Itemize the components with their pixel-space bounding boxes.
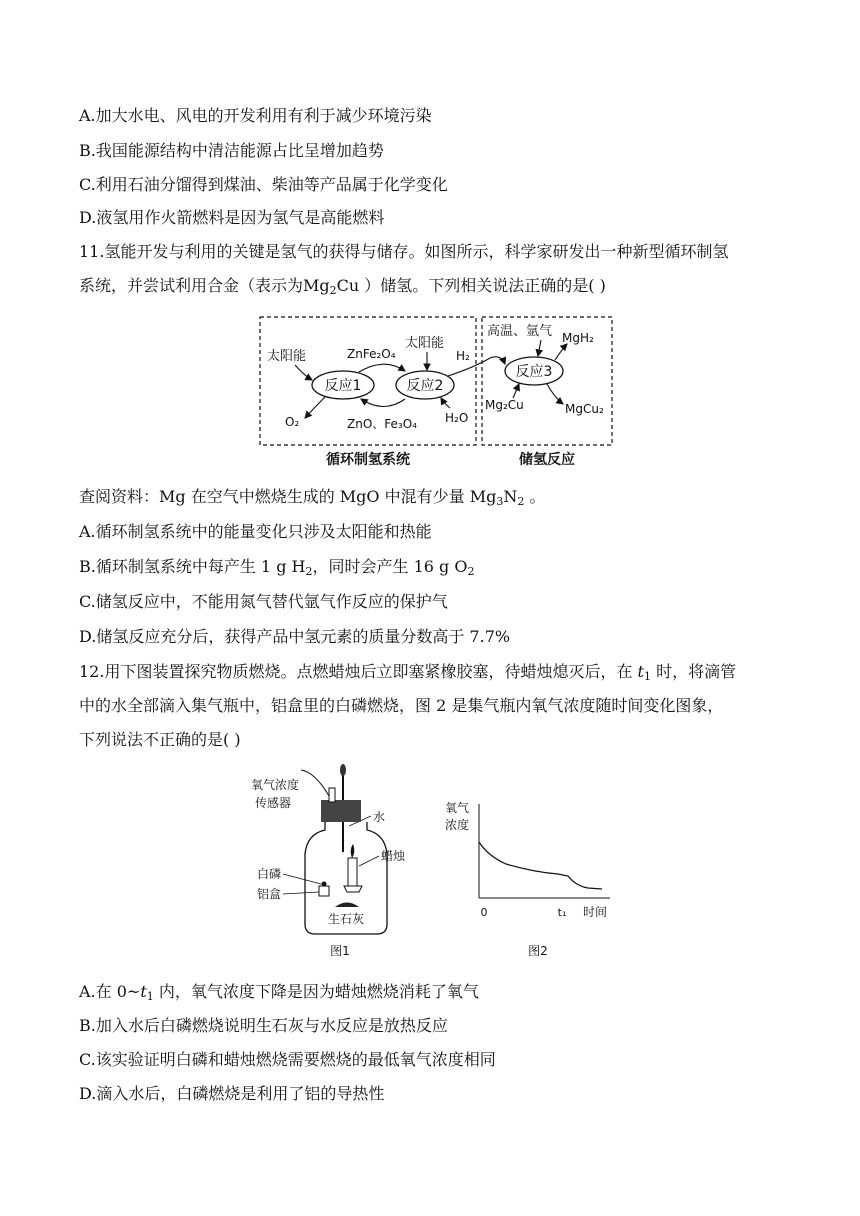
t1-label: t₁ bbox=[557, 906, 567, 919]
q10-option-b: B.我国能源结构中清洁能源占比呈增加趋势 bbox=[79, 141, 384, 160]
q12-option-c: C.该实验证明白磷和蜡烛燃烧需要燃烧的最低氧气浓度相同 bbox=[79, 1050, 496, 1069]
figure2-caption: 图2 bbox=[528, 944, 548, 958]
oxygen-concentration-graph bbox=[438, 798, 618, 963]
q11-stem-line2: 系统，并尝试利用合金（表示为$Mg_2Cu$ ）储氢。下列相关说法正确的是( ) bbox=[79, 276, 606, 297]
figure1-caption: 图1 bbox=[330, 944, 350, 958]
solar-energy-label-1: 太阳能 bbox=[267, 349, 307, 364]
reaction2-label: 反应2 bbox=[406, 378, 444, 394]
reaction1-label: 反应1 bbox=[324, 378, 362, 394]
white-phosphorus-label: 白磷 bbox=[257, 867, 282, 881]
q12-stem-line2: 中的水全部滴入集气瓶中，铝盒里的白磷燃烧，图 2 是集气瓶内氧气浓度随时间变化图象， bbox=[79, 696, 724, 715]
storage-reaction-caption: 储氢反应 bbox=[519, 452, 575, 468]
h2-label: H₂ bbox=[456, 349, 470, 363]
o2-label: O₂ bbox=[285, 415, 300, 429]
high-temp-argon-label: 高温、氩气 bbox=[487, 324, 553, 339]
mgcu2-label: MgCu₂ bbox=[565, 402, 604, 416]
reaction3-label: 反应3 bbox=[515, 364, 553, 380]
sensor-label-2: 传感器 bbox=[255, 796, 292, 810]
q11-option-c: C.储氢反应中，不能用氮气替代氩气作反应的保护气 bbox=[79, 592, 448, 611]
mgh2-label: MgH₂ bbox=[562, 331, 594, 345]
q11-option-d: D.储氢反应充分后，获得产品中氢元素的质量分数高于 7.7% bbox=[79, 627, 511, 646]
oxygen-curve bbox=[479, 842, 602, 889]
mg2cu-label: Mg₂Cu bbox=[485, 398, 524, 412]
candle-label: 蜡烛 bbox=[381, 849, 406, 863]
q10-option-d: D.液氢用作火箭燃料是因为氢气是高能燃料 bbox=[79, 208, 385, 227]
cycle-system-caption: 循环制氢系统 bbox=[326, 452, 410, 468]
h2o-label: H₂O bbox=[445, 411, 469, 425]
solar-energy-label-2: 太阳能 bbox=[405, 336, 445, 351]
x-axis-label: 时间 bbox=[582, 905, 608, 919]
quicklime-label: 生石灰 bbox=[328, 912, 365, 926]
q11-option-a: A.循环制氢系统中的能量变化只涉及太阳能和热能 bbox=[79, 522, 432, 541]
y-axis-label-2: 浓度 bbox=[445, 818, 470, 832]
combustion-apparatus-figure bbox=[245, 762, 425, 962]
water-label: 水 bbox=[373, 810, 386, 824]
zno-fe3o4-label: ZnO、Fe₃O₄ bbox=[347, 417, 417, 431]
q11-option-b: B.循环制氢系统中每产生 1 g $H_2$，同时会产生 16 g $O_2$ bbox=[79, 557, 475, 578]
q12-stem-line1: 12.用下图装置探究物质燃烧。点燃蜡烛后立即塞紧橡胶塞，待蜡烛熄灭后，在 $t_1$ 时，将滴管 bbox=[79, 662, 737, 683]
hydrogen-cycle-diagram bbox=[255, 312, 615, 472]
q12-option-a: A.在 $0\sim t_1$ 内，氧气浓度下降是因为蜡烛燃烧消耗了氧气 bbox=[79, 982, 479, 1003]
q10-option-c: C.利用石油分馏得到煤油、柴油等产品属于化学变化 bbox=[79, 175, 448, 194]
origin-label: 0 bbox=[480, 906, 488, 919]
q12-stem-line3: 下列说法不正确的是( ) bbox=[79, 730, 241, 749]
sensor-label-1: 氧气浓度 bbox=[251, 778, 300, 792]
q12-option-b: B.加入水后白磷燃烧说明生石灰与水反应是放热反应 bbox=[79, 1016, 448, 1035]
q12-option-d: D.滴入水后，白磷燃烧是利用了铝的导热性 bbox=[79, 1084, 385, 1103]
znfe2o4-label: ZnFe₂O₄ bbox=[347, 347, 396, 361]
q11-stem-line1: 11.氢能开发与利用的关键是氢气的获得与储存。如图所示，科学家研发出一种新型循环制氢 bbox=[79, 242, 729, 261]
q10-option-a: A.加大水电、风电的开发利用有利于减少环境污染 bbox=[79, 106, 432, 125]
aluminium-box-label: 铝盒 bbox=[257, 887, 282, 901]
q11-info: 查阅资料：Mg 在空气中燃烧生成的 MgO 中混有少量 $Mg_3N_2$ 。 bbox=[79, 487, 546, 508]
y-axis-label-1: 氧气 bbox=[445, 801, 470, 815]
